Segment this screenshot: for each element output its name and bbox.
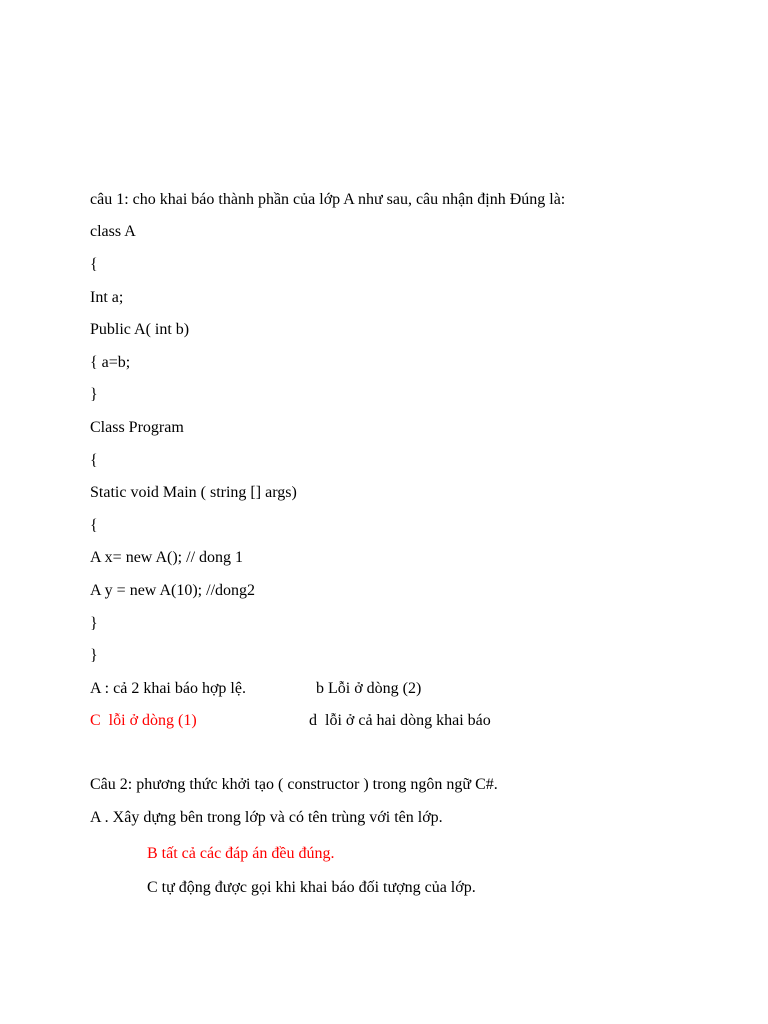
q2-option-c: C tự động được gọi khi khai báo đối tượng của lớp. (147, 879, 476, 896)
code-line: Class Program (90, 419, 184, 436)
q2-option-a: A . Xây dựng bên trong lớp và có tên trùng với tên lớp. (90, 809, 443, 826)
code-line: } (90, 647, 98, 664)
code-line: { a=b; (90, 354, 131, 371)
code-line: } (90, 615, 98, 632)
code-line: { (90, 256, 98, 273)
code-line: Public A( int b) (90, 321, 190, 338)
q1-option-a: A : cả 2 khai báo hợp lệ. (90, 680, 246, 697)
question-2-text: Câu 2: phương thức khởi tạo ( constructor ) trong ngôn ngữ C#. (90, 776, 498, 793)
q2-option-b-correct: B tất cả các đáp án đều đúng. (147, 845, 335, 862)
code-line: Static void Main ( string [] args) (90, 484, 297, 501)
q1-option-c-correct: C lỗi ở dòng (1) (90, 712, 197, 729)
code-line: } (90, 386, 98, 403)
code-line: { (90, 517, 98, 534)
q1-option-d: d lỗi ở cả hai dòng khai báo (309, 712, 491, 729)
code-line: { (90, 452, 98, 469)
code-line: class A (90, 223, 136, 240)
code-line: A x= new A(); // dong 1 (90, 549, 244, 566)
q1-option-b: b Lỗi ở dòng (2) (316, 680, 422, 697)
code-line: A y = new A(10); //dong2 (90, 582, 256, 599)
code-line: Int a; (90, 289, 124, 306)
question-1-text: câu 1: cho khai báo thành phần của lớp A như sau, câu nhận định Đúng là: (90, 191, 566, 208)
